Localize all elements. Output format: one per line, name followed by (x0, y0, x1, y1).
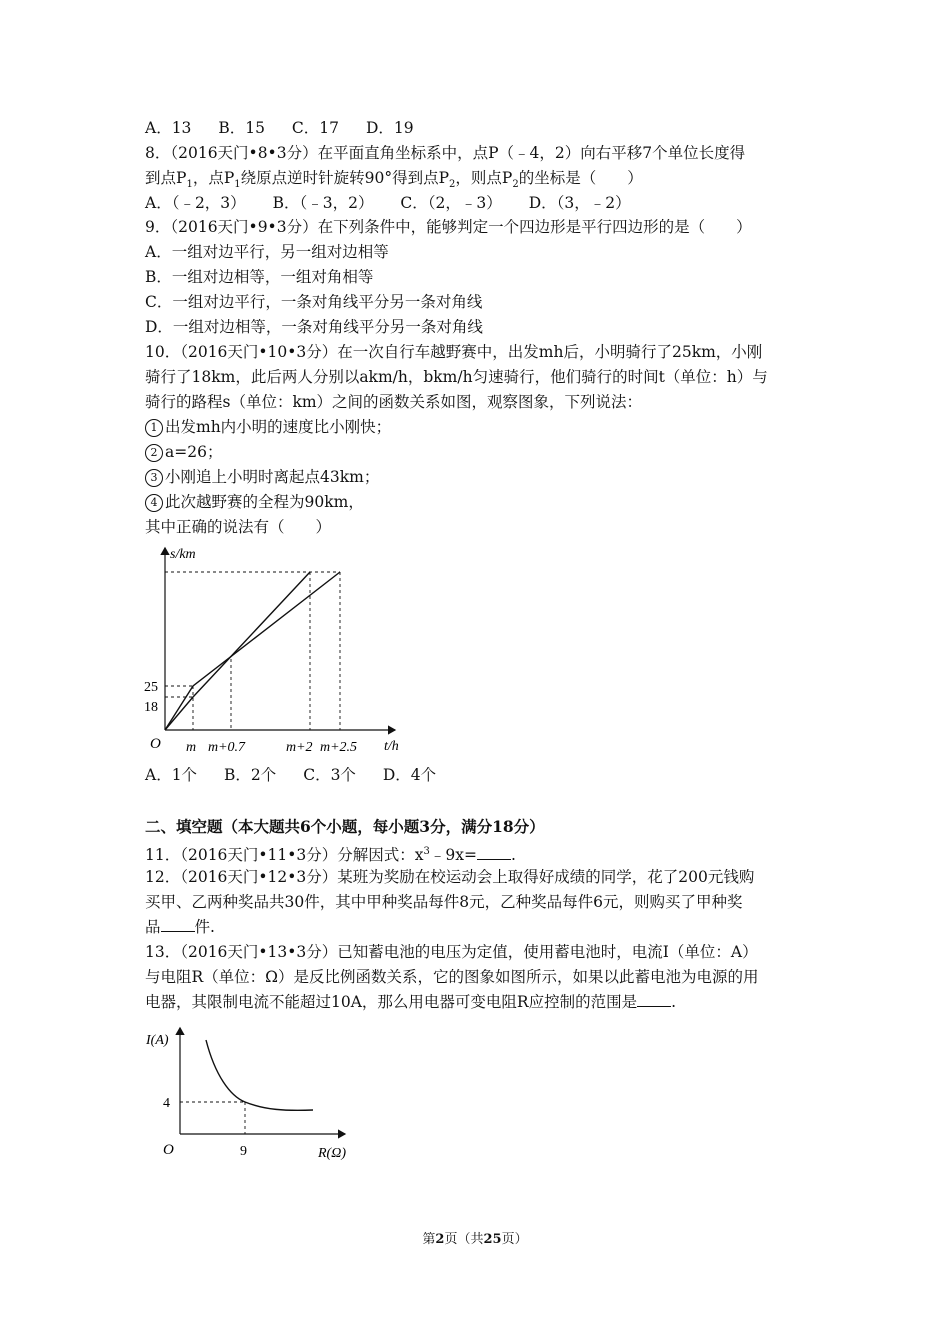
q10-statement-2: 2 a=26； (145, 441, 222, 463)
x-axis-label: t/h (384, 739, 399, 754)
section-2-title: 二、填空题（本大题共6个小题，每小题3分，满分18分） (145, 817, 545, 836)
circled-number: 3 (145, 469, 163, 487)
q9-option-d: D．一组对边相等，一条对角线平分另一条对角线 (145, 318, 483, 336)
circled-number: 4 (145, 494, 163, 512)
q13-line3: 电器，其限制电流不能超过10A，那么用电器可变电阻R应控制的范围是 . (145, 993, 677, 1011)
circled-number: 2 (145, 444, 163, 462)
y-tick-25: 25 (144, 680, 158, 695)
x-tick-m07: m+0.7 (208, 740, 246, 755)
q7-option-d: D．19 (365, 119, 414, 137)
q10-option-c: C．3个 (303, 766, 356, 784)
x-tick-m25: m+2.5 (320, 740, 358, 755)
y-tick-18: 18 (144, 700, 158, 715)
q10-options (145, 764, 458, 786)
q11: 11．（2016天门•11•3分）分解因式：$x^3﹣9x=$ . (145, 846, 516, 865)
q8-option-d: D．（3，﹣2） (528, 194, 631, 212)
q13-graph (140, 1020, 360, 1180)
q13-line1: 13．（2016天门•13•3分）已知蓄电池的电压为定值，使用蓄电池时，电流I（单位：A） (145, 943, 758, 961)
q10-graph (140, 540, 420, 762)
q10-statement-1: 1 出发mh内小明的速度比小刚快； (145, 416, 391, 438)
q7-options (145, 117, 436, 139)
y-tick-4: 4 (163, 1096, 170, 1111)
q12-line2: 买甲、乙两种奖品共30件，其中甲种奖品每件8元，乙种奖品每件6元，则购买了甲种奖 (145, 893, 743, 911)
origin-label: O (163, 1142, 174, 1158)
q8-option-a: A．（﹣2，3） (145, 194, 246, 212)
circled-number: 1 (145, 419, 163, 437)
page-footer: 第2页（共25页） (422, 1232, 528, 1247)
answer-blank (477, 845, 511, 860)
q8-options (145, 192, 653, 214)
q10-stem-line3: 骑行的路程s（单位：km）之间的函数关系如图，观察图象，下列说法： (145, 393, 643, 411)
q10-option-a: A．1个 (145, 766, 198, 784)
origin-label: O (150, 736, 161, 752)
q10-stem-line1: 10．（2016天门•10•3分）在一次自行车越野赛中，出发mh后，小明骑行了25km，小刚 (145, 343, 763, 361)
q7-option-a: A．13 (145, 119, 192, 137)
answer-blank (161, 917, 195, 932)
q10-stem-line2: 骑行了18km，此后两人分别以akm/h，bkm/h匀速骑行，他们骑行的时间t（单位：h）与 (145, 368, 768, 386)
x-tick-m: m (186, 740, 197, 755)
y-axis-label: I(A) (146, 1033, 169, 1048)
series-xiaoming (165, 572, 340, 730)
q7-option-c: C．17 (291, 119, 340, 137)
q7-option-b: B．15 (218, 119, 265, 137)
q12-line3: 品 件. (145, 918, 215, 936)
q12-line1: 12．（2016天门•12•3分）某班为奖励在校运动会上取得好成绩的同学，花了200元钱购 (145, 868, 755, 886)
q9-option-a: A．一组对边平行，另一组对边相等 (145, 243, 389, 261)
q10-statement-3: 3 小刚追上小明时离起点43km； (145, 466, 379, 488)
y-axis-label: s/km (170, 547, 196, 562)
q8-stem-line1: 8．（2016天门•8•3分）在平面直角坐标系中，点P（﹣4，2）向右平移7个单位长度得 (145, 144, 746, 162)
answer-blank (637, 992, 671, 1007)
inverse-curve (206, 1040, 313, 1110)
q10-ask: 其中正确的说法有（ ） (145, 518, 332, 536)
q8-option-b: B．（﹣3，2） (272, 194, 374, 212)
x-axis-label: R(Ω) (318, 1146, 346, 1161)
q9-option-b: B．一组对边相等，一组对角相等 (145, 268, 374, 286)
q8-stem-line2: 到点$P_1$，点$P_1$绕原点逆时针旋转90°得到点$P_2$，则点$P_2$的坐标是（ ） (145, 169, 643, 191)
q10-option-d: D．4个 (382, 766, 437, 784)
q8-option-c: C．（2，﹣3） (400, 194, 502, 212)
q10-statement-4: 4 此次越野赛的全程为90km， (145, 491, 364, 513)
x-tick-m2: m+2 (286, 740, 313, 755)
q9-stem: 9．（2016天门•9•3分）在下列条件中，能够判定一个四边形是平行四边形的是（ ） (145, 218, 752, 236)
q13-line2: 与电阻R（单位：Ω）是反比例函数关系，它的图象如图所示，如果以此蓄电池为电源的用 (145, 968, 759, 986)
x-tick-9: 9 (240, 1144, 247, 1159)
q9-option-c: C．一组对边平行，一条对角线平分另一条对角线 (145, 293, 483, 311)
q10-option-b: B．2个 (224, 766, 277, 784)
